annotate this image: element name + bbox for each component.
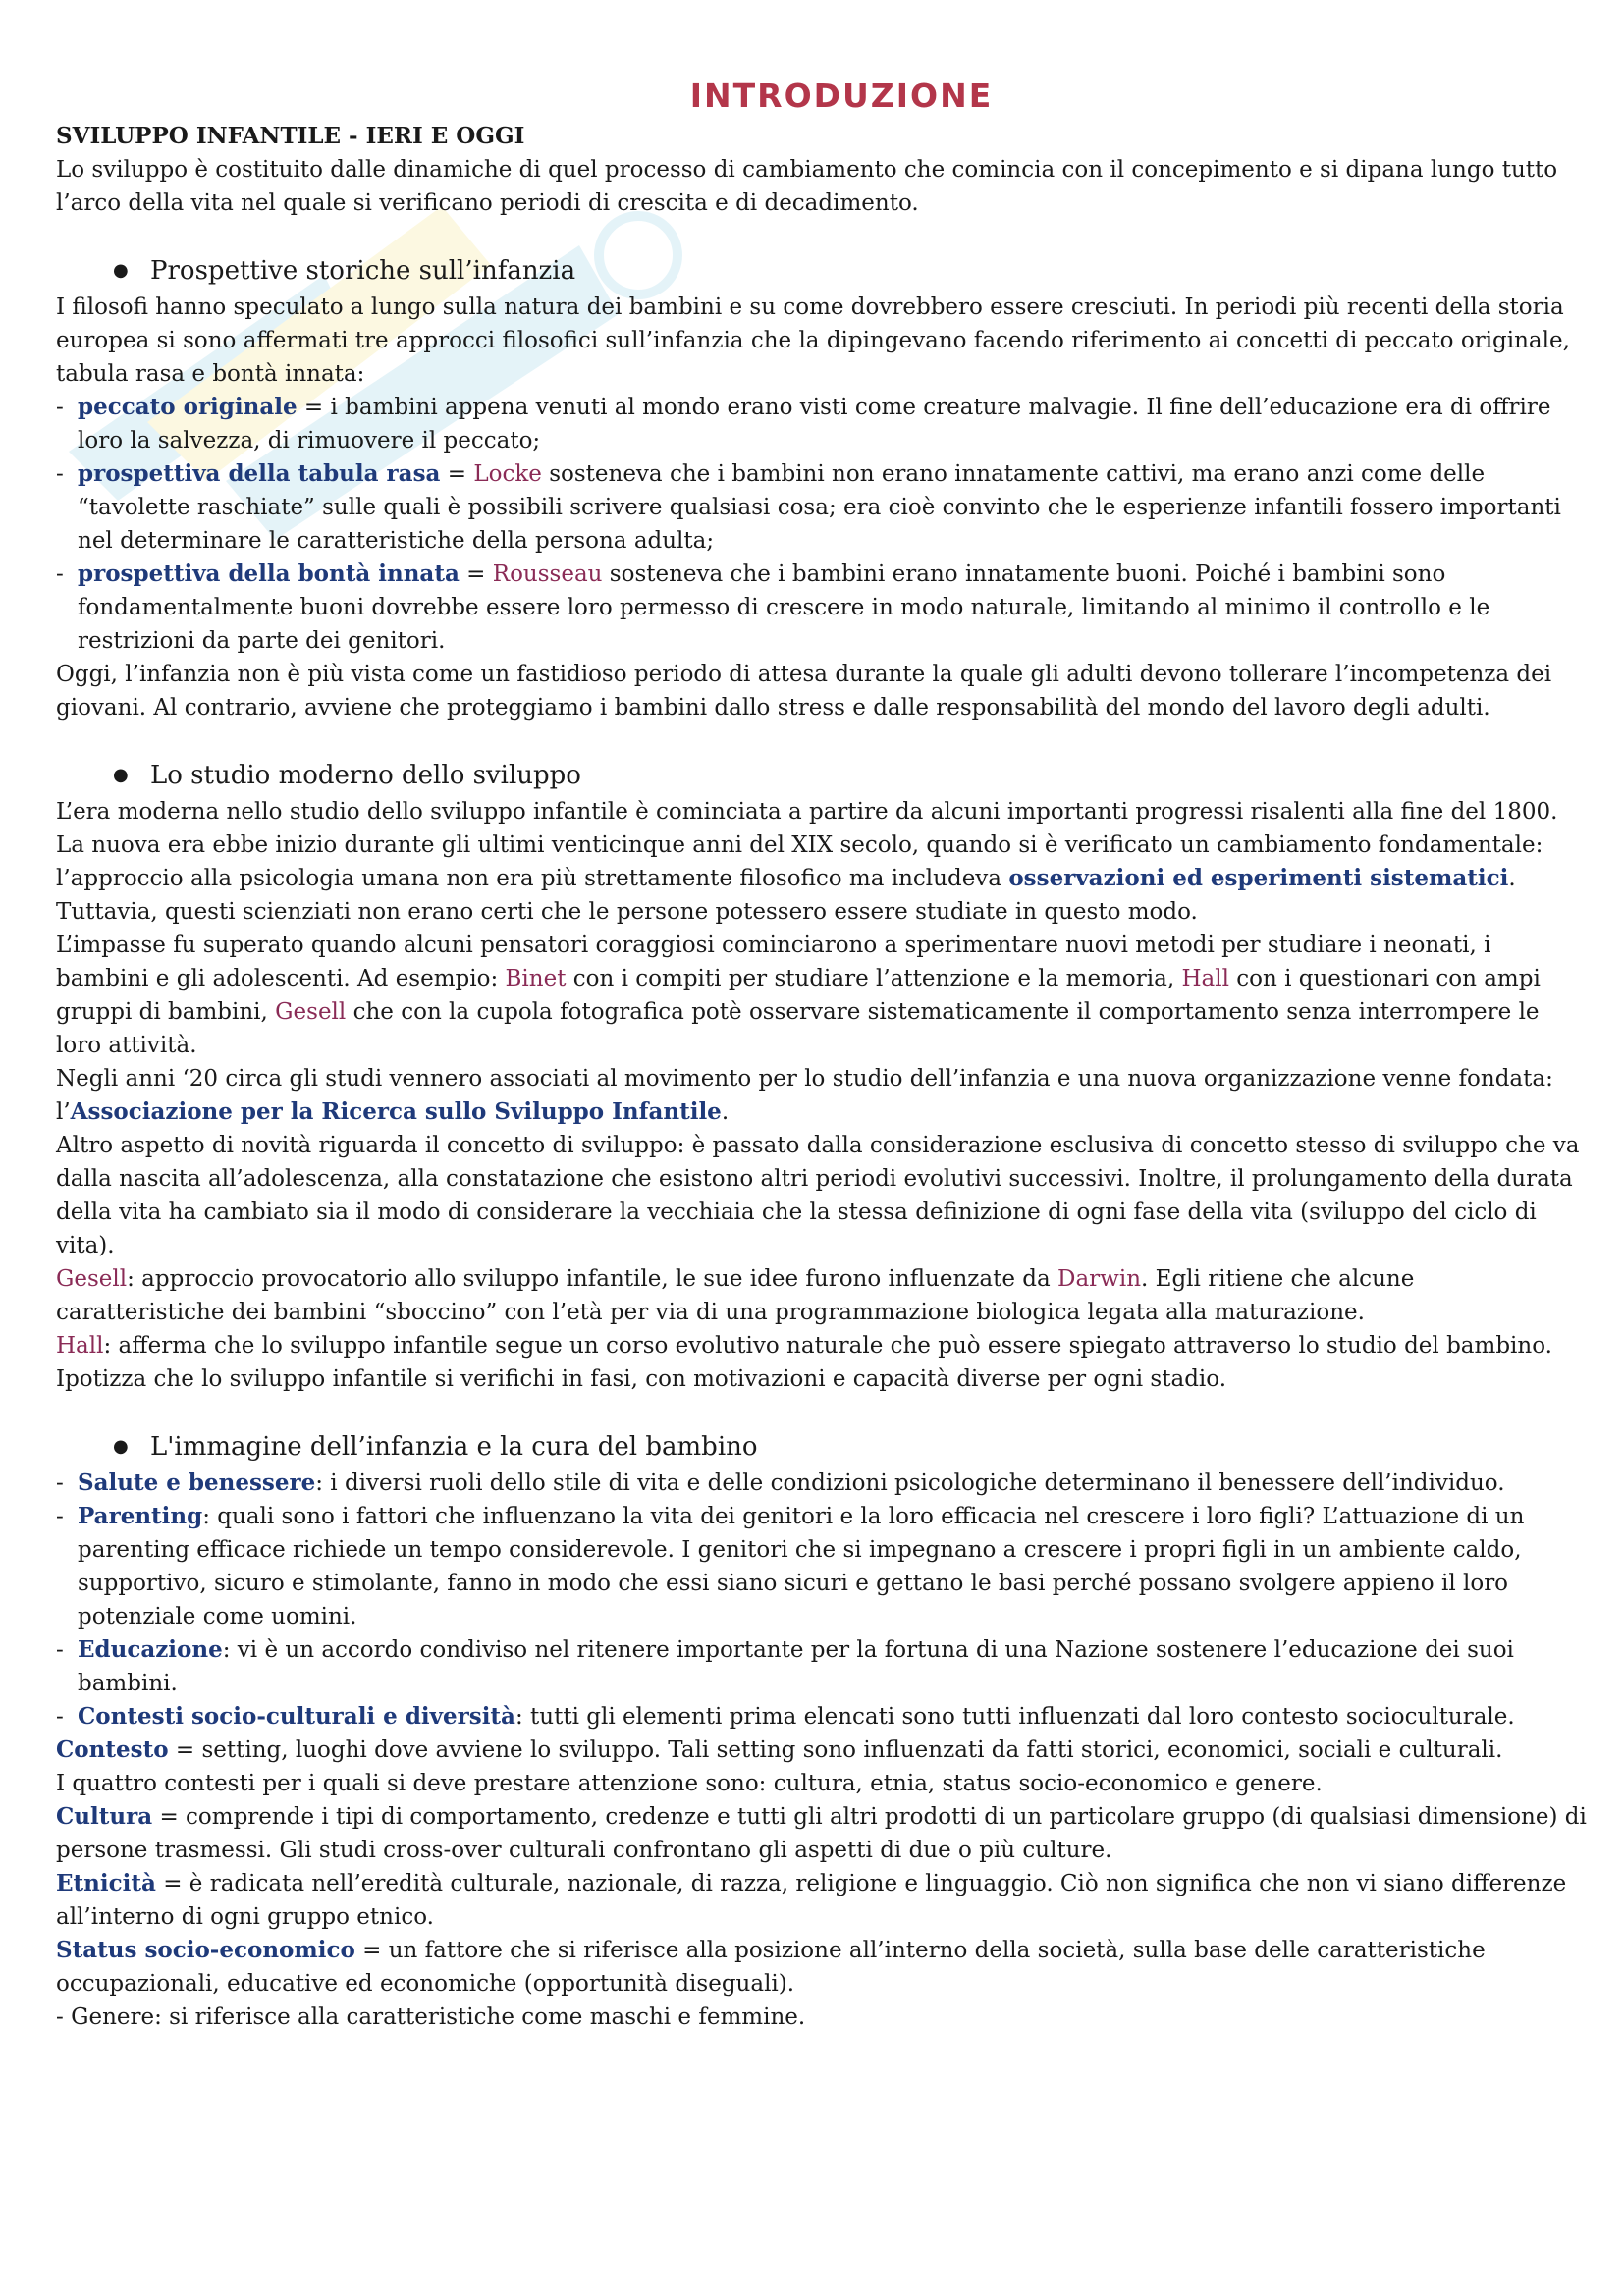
document-title: INTRODUZIONE — [689, 77, 994, 115]
paragraph: Etnicità = è radicata nell’eredità culturale, nazionale, di razza, religione e linguaggio. Ciò non significa che non vi siano differenze all’interno di ogni gruppo etnico. — [56, 1870, 1567, 1930]
person-name: Hall — [1181, 966, 1229, 991]
list-item-text: : tutti gli elementi prima elencati sono tutti influenzati dal loro contesto socioculturale. — [514, 1704, 1515, 1730]
list-item — [56, 391, 1588, 457]
term: Educazione — [78, 1636, 223, 1663]
term: Salute e benessere — [78, 1469, 316, 1496]
paragraph: Status socio-economico = un fattore che si riferisce alla posizione all’interno della società, sulla base delle caratteristiche occupazionali, educative ed economiche (opportunità diseguali). — [56, 1937, 1486, 1997]
section-heading-text: Lo studio moderno dello sviluppo — [150, 761, 581, 790]
section-heading-immagine — [56, 1429, 1588, 1465]
list-item — [56, 1500, 1588, 1633]
dash-marker: - — [56, 395, 64, 420]
term: prospettiva della tabula rasa — [78, 460, 441, 487]
list-item-text: sosteneva che i bambini erano innatamente buoni. Poiché i bambini sono fondamentalmente buoni dovrebbe essere loro permesso di crescere in modo naturale, limitando al minimo il controllo e le restrizioni da parte dei genitori. — [78, 561, 1490, 654]
person-name: Binet — [505, 966, 567, 991]
paragraph: L’impasse fu superato quando alcuni pensatori coraggiosi cominciarono a sperimentare nuovi metodi per studiare i neonati, i bambini e gli adolescenti. Ad esempio: Binet con i compiti per studiare l’attenzione e la memoria, Hall con i questionari con ampi gruppi di bambini, Gesell che con la cupola fotografica potè osservare sistematicamente il comportamento senza interrompere le loro attività. — [56, 933, 1541, 1058]
term: Contesto — [56, 1736, 169, 1763]
person-name: Darwin — [1057, 1266, 1142, 1292]
bullet-icon: ● — [113, 260, 129, 281]
dash-marker: - — [56, 561, 64, 587]
paragraph: Cultura = comprende i tipi di comportamento, credenze e tutti gli altri prodotti di un particolare gruppo (di qualsiasi dimensione) di persone trasmessi. Gli studi cross-over culturali confrontano gli aspetti di due o più culture. — [56, 1803, 1587, 1863]
bullet-icon: ● — [113, 1436, 129, 1457]
paragraph: I filosofi hanno speculato a lungo sulla natura dei bambini e su come dovrebbero essere cresciuti. In periodi più recenti della storia europea si sono affermati tre approcci filosofici sull’infanzia che la dipingevano facendo riferimento ai concetti di peccato originale, tabula rasa e bontà innata: — [56, 294, 1570, 387]
term: prospettiva della bontà innata — [78, 561, 460, 587]
list-item — [56, 1467, 1588, 1500]
list-item-text: : vi è un accordo condiviso nel ritenere importante per la fortuna di una Nazione sostenere l’educazione dei suoi bambini. — [78, 1637, 1514, 1696]
list-item — [56, 457, 1588, 558]
person-name: Gesell — [275, 999, 347, 1025]
term: Etnicità — [56, 1870, 156, 1896]
dash-marker: - — [56, 1637, 64, 1663]
paragraph: Altro aspetto di novità riguarda il concetto di sviluppo: è passato dalla considerazione esclusiva di concetto stesso di sviluppo che va dalla nascita all’adolescenza, alla constatazione che esistono altri periodi evolutivi successivi. Inoltre, il prolungamento della durata della vita ha cambiato sia il modo di considerare la vecchiaia che la stessa definizione di ogni fase della vita (sviluppo del ciclo di vita). — [56, 1133, 1580, 1258]
dash-marker: - — [56, 1470, 64, 1496]
separator: = — [440, 461, 474, 487]
paragraph: Gesell: approccio provocatorio allo sviluppo infantile, le sue idee furono influenzate da Darwin. Egli ritiene che alcune caratteristiche dei bambini “sboccino” con l’età per via di una programmazione biologica legata alla maturazione. — [56, 1266, 1415, 1325]
section-heading-studio-moderno — [56, 758, 1588, 793]
section-heading-text: L'immagine dell’infanzia e la cura del bambino — [150, 1432, 758, 1462]
term: Contesti socio-culturali e diversità — [78, 1703, 515, 1730]
paragraph: - Genere: si riferisce alla caratteristiche come maschi e femmine. — [56, 2004, 806, 2030]
section-heading-prospettive — [56, 253, 1588, 289]
dash-marker: - — [56, 461, 64, 487]
list-item-text: = i bambini appena venuti al mondo erano visti come creature malvagie. Il fine dell’educazione era di offrire loro la salvezza, di rimuovere il peccato; — [78, 395, 1551, 454]
person-name: Locke — [473, 461, 542, 487]
intro-paragraph: Lo sviluppo è costituito dalle dinamiche di quel processo di cambiamento che comincia con il concepimento e si dipana lungo tutto l’arco della vita nel quale si verificano periodi di crescita e di decadimento. — [56, 157, 1558, 216]
term: peccato originale — [78, 394, 298, 420]
list-item — [56, 1700, 1588, 1734]
list-item-text: sosteneva che i bambini non erano innatamente cattivi, ma erano anzi come delle “tavolette raschiate” sulle quali è possibili scrivere qualsiasi cosa; era cioè convinto che le esperienze infantili fossero importanti nel determinare le caratteristiche della persona adulta; — [78, 461, 1561, 554]
term: Status socio-economico — [56, 1937, 355, 1963]
document-subtitle: SVILUPPO INFANTILE - IERI E OGGI — [56, 123, 525, 149]
list-item — [56, 1633, 1588, 1700]
paragraph: L’era moderna nello studio dello sviluppo infantile è cominciata a partire da alcuni importanti progressi risalenti alla fine del 1800. La nuova era ebbe inizio durante gli ultimi venticinque anni del XIX secolo, quando si è verificato un cambiamento fondamentale: l’approccio alla psicologia umana non era più strettamente filosofico ma includeva osservazioni ed esperimenti sistematici. Tuttavia, questi scienziati non erano certi che le persone potessero essere studiate in questo modo. — [56, 799, 1558, 925]
separator: = — [459, 561, 493, 587]
paragraph: Hall: afferma che lo sviluppo infantile segue un corso evolutivo naturale che può essere spiegato attraverso lo studio del bambino. Ipotizza che lo sviluppo infantile si verifichi in fasi, con motivazioni e capacità diverse per ogni stadio. — [56, 1333, 1552, 1392]
paragraph: Contesto = setting, luoghi dove avviene lo sviluppo. Tali setting sono influenzati da fatti storici, economici, sociali e culturali. — [56, 1736, 1503, 1763]
paragraph: Negli anni ‘20 circa gli studi vennero associati al movimento per lo studio dell’infanzia e una nuova organizzazione venne fondata: l’Associazione per la Ricerca sullo Sviluppo Infantile. — [56, 1066, 1553, 1125]
paragraph: Oggi, l’infanzia non è più vista come un fastidioso periodo di attesa durante la quale gli adulti devono tollerare l’incompetenza dei giovani. Al contrario, avviene che proteggiamo i bambini dallo stress e dalle responsabilità del mondo del lavoro degli adulti. — [56, 662, 1552, 721]
dash-marker: - — [56, 1504, 64, 1529]
term: Associazione per la Ricerca sullo Sviluppo Infantile — [70, 1098, 722, 1125]
dash-marker: - — [56, 1704, 64, 1730]
list-item-text: : quali sono i fattori che influenzano la vita dei genitori e la loro efficacia nel crescere i loro figli? L’attuazione di un parenting efficace richiede un tempo considerevole. I genitori che si impegnano a crescere i propri figli in un ambiente caldo, supportivo, sicuro e stimolante, fanno in modo che essi siano sicuri e gettano le basi perché possano svolgere appieno il loro potenziale come uomini. — [78, 1504, 1525, 1629]
list-item — [56, 558, 1588, 658]
section-heading-text: Prospettive storiche sull’infanzia — [150, 256, 576, 286]
person-name: Gesell — [56, 1266, 128, 1292]
term: Parenting — [78, 1503, 203, 1529]
person-name: Hall — [56, 1333, 104, 1359]
bullet-icon: ● — [113, 765, 129, 785]
list-item-text: : i diversi ruoli dello stile di vita e delle condizioni psicologiche determinano il benessere dell’individuo. — [315, 1470, 1505, 1496]
term: Cultura — [56, 1803, 153, 1830]
term: osservazioni ed esperimenti sistematici — [1008, 865, 1509, 891]
person-name: Rousseau — [492, 561, 603, 587]
paragraph: I quattro contesti per i quali si deve prestare attenzione sono: cultura, etnia, status socio-economico e genere. — [56, 1771, 1323, 1796]
document-page — [56, 77, 1588, 2034]
